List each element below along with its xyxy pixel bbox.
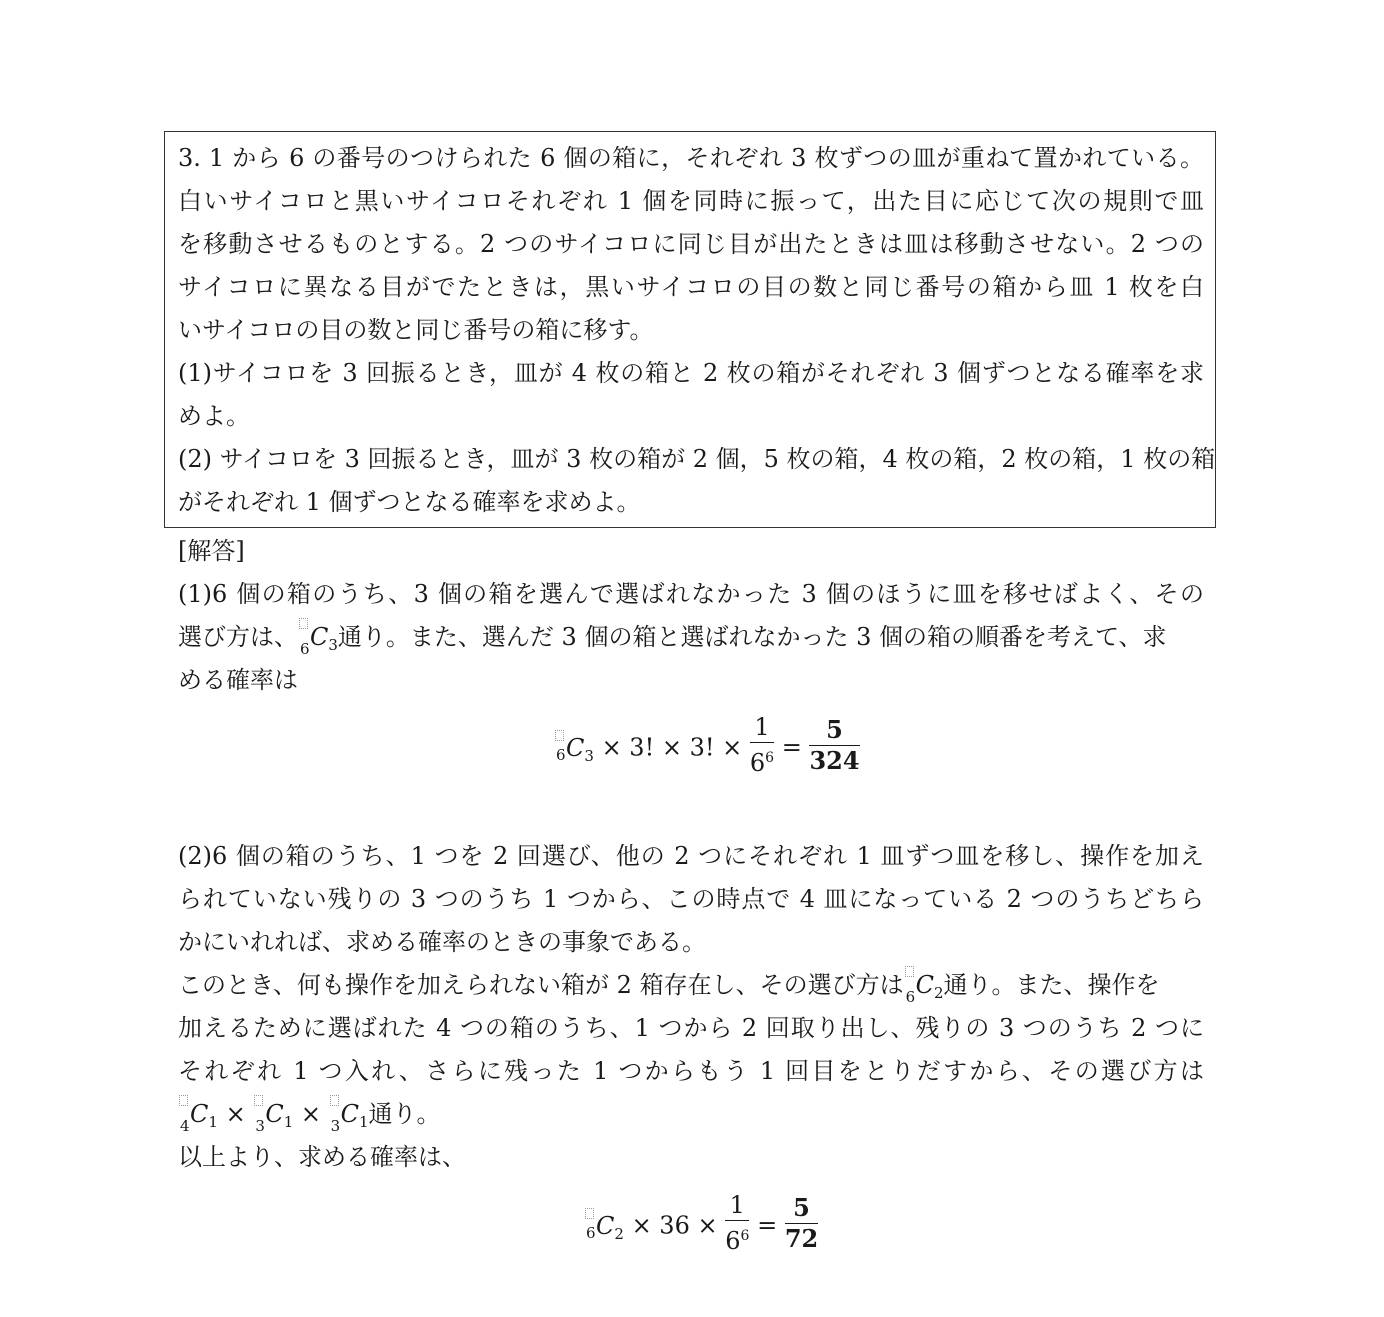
placeholder-box [905,966,914,977]
formula2-result: $\frac{5}{72}$ [784,1192,819,1253]
placeholder-box [330,1095,339,1106]
placeholder-box [299,618,308,629]
part1-line-3: める確率は [178,666,298,694]
problem-line-3: を移動させるものとする。2 つのサイコロに同じ目が出たときは皿は移動させない。2 つの [178,230,1204,258]
part2-line-4-pre: このとき、何も操作を加えられない箱が 2 箱存在し、その選び方は [178,971,904,999]
problem-line-2: 白いサイコロと黒いサイコロそれぞれ 1 個を同時に振って，出た目に応じて次の規則で皿 [178,187,1204,215]
part2-line-7-post: 通り。 [368,1100,441,1128]
combination-6c3: 6 $C_3$ [300,622,338,660]
formula2-equals: = [757,1211,778,1240]
problem-line-8: (2) サイコロを 3 回振るとき，皿が 3 枚の箱が 2 個，5 枚の箱，4 枚の箱，2 枚の箱，1 枚の箱 [178,445,1216,473]
problem-line-4: サイコロに異なる目がでたときは，黒いサイコロの目の数と同じ番号の箱から皿 1 枚を白 [178,273,1204,301]
part2-line-4 [178,970,1204,1008]
part2-line-4-post: 通り。また、操作を [943,971,1160,999]
formula2-combination: 6 $C_2$ [586,1212,624,1243]
problem-line-7: めよ。 [178,402,250,430]
answer-heading: [解答] [178,537,245,565]
part2-line-3: かにいれれば、求める確率のときの事象である。 [178,928,706,956]
problem-line-5: いサイコロの目の数と同じ番号の箱に移す。 [178,316,654,344]
formula2-middle: × 36 × [631,1211,718,1240]
times-sign: × [300,1100,321,1128]
part2-line-2: られていない残りの 3 つのうち 1 つから、この時点で 4 皿になっている 2 つのうちどちら [178,885,1204,913]
part1-line-2-post: 通り。また、選んだ 3 個の箱と選ばれなかった 3 個の箱の順番を考えて、求 [337,623,1167,651]
placeholder-box [179,1095,188,1106]
formula2-fraction: $\frac{1}{6^6}$ [725,1191,750,1255]
placeholder-box [585,1208,594,1219]
formula1-combination: 6 $C_3$ [556,734,594,765]
problem-line-9: がそれぞれ 1 個ずつとなる確率を求めよ。 [178,488,641,516]
formula1-fraction: $\frac{1}{6^6}$ [749,713,775,777]
part2-formula [584,1191,819,1258]
part1-formula [554,713,860,780]
combination-3c1-a: 3 $C_1$ [255,1099,293,1137]
placeholder-box [254,1095,263,1106]
part1-line-2 [178,622,1204,660]
formula1-equals: = [781,733,802,762]
part1-line-2-pre: 選び方は、 [178,623,298,651]
part2-line-7 [178,1099,441,1137]
formula1-result: $\frac{5}{324}$ [809,714,860,775]
part1-line-1: (1)6 個の箱のうち、3 個の箱を選んで選ばれなかった 3 個のほうに皿を移せばよく、その [178,580,1204,608]
part2-line-1: (2)6 個の箱のうち、1 つを 2 回選び、他の 2 つにそれぞれ 1 皿ずつ皿を移し、操作を加え [178,842,1204,870]
problem-line-1: 3. 1 から 6 の番号のつけられた 6 個の箱に，それぞれ 3 枚ずつの皿が重ねて置かれている。 [178,144,1204,172]
combination-4c1: 4 $C_1$ [180,1099,218,1137]
times-sign: × [225,1100,246,1128]
combination-3c1-b: 3 $C_1$ [331,1099,369,1137]
part2-line-8: 以上より、求める確率は、 [178,1143,466,1171]
placeholder-box [555,730,564,741]
part2-line-5: 加えるために選ばれた 4 つの箱のうち、1 つから 2 回取り出し、残りの 3 つのうち 2 つに [178,1014,1204,1042]
combination-6c2: 6 $C_2$ [906,970,944,1008]
formula1-middle: × 3! × 3! × [601,733,743,762]
problem-line-6: (1)サイコロを 3 回振るとき，皿が 4 枚の箱と 2 枚の箱がそれぞれ 3 個ずつとなる確率を求 [178,359,1204,387]
part2-line-6: それぞれ 1 つ入れ、さらに残った 1 つからもう 1 回目をとりだすから、その選び方は [178,1057,1204,1085]
